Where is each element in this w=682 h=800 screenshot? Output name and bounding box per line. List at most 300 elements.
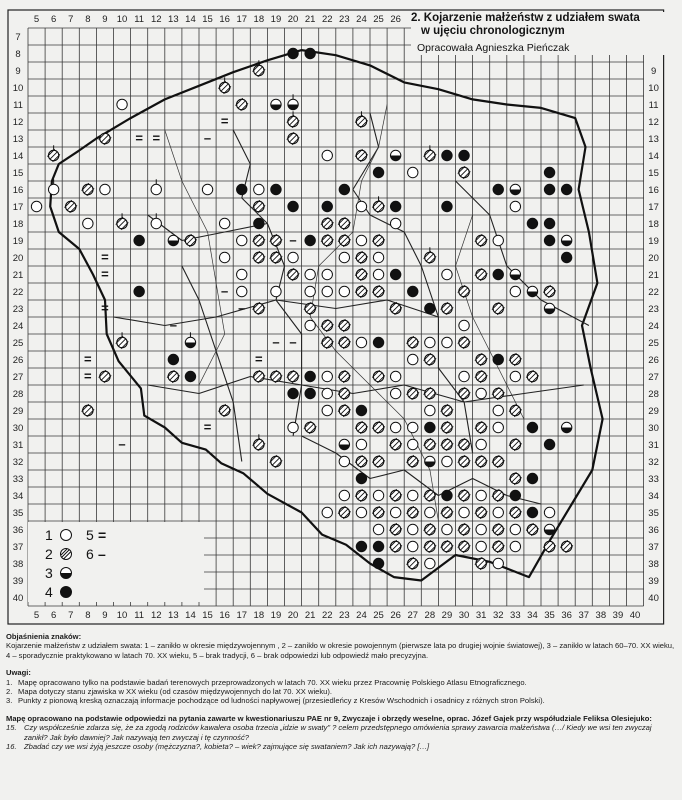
col-label-bottom: 38 <box>595 610 607 621</box>
row-label-right: 25 <box>648 338 659 349</box>
symbol-disappeared-postwar <box>458 489 471 502</box>
row-label-right: 26 <box>648 355 659 366</box>
symbol-sporadic-1970s <box>442 201 452 211</box>
symbol-sporadic-1970s <box>442 150 452 160</box>
symbol-disappeared-interwar <box>390 422 400 432</box>
symbol-disappeared-interwar <box>476 388 486 398</box>
symbol-no-answer <box>118 437 125 452</box>
col-label-top: 17 <box>236 14 248 25</box>
legend-label-3: 3 <box>45 565 53 581</box>
symbol-disappeared-postwar <box>253 234 266 247</box>
symbol-disappeared-interwar <box>373 269 383 279</box>
symbol-disappeared-interwar <box>425 405 435 415</box>
col-label-bottom: 26 <box>390 610 401 621</box>
symbol-disappeared-interwar <box>322 405 332 415</box>
symbol-disappeared-interwar <box>322 507 332 517</box>
symbol-no-tradition <box>221 114 229 129</box>
legend-explanation-heading: Objaśnienia znaków: <box>6 632 82 641</box>
col-label-top: 11 <box>134 14 145 25</box>
symbol-disappeared-interwar <box>322 269 332 279</box>
symbol-disappeared-postwar <box>372 285 385 298</box>
symbol-no-answer <box>272 335 279 350</box>
svg-text:=: = <box>152 130 161 146</box>
symbol-disappeared-interwar <box>83 218 93 228</box>
symbol-disappeared-postwar <box>458 387 471 400</box>
question-number: 16. <box>6 742 17 752</box>
symbol-disappeared-interwar <box>408 167 418 177</box>
symbol-sporadic-1970s <box>237 184 247 194</box>
svg-text:=: = <box>101 300 109 316</box>
symbol-no-tradition <box>84 352 92 367</box>
symbol-no-tradition <box>101 250 109 265</box>
symbol-disappeared-interwar <box>305 320 315 330</box>
symbol-disappeared-postwar <box>270 455 283 468</box>
col-label-bottom: 32 <box>492 610 504 621</box>
symbol-sporadic-1970s <box>527 422 537 432</box>
symbol-disappeared-interwar <box>390 371 400 381</box>
symbol-disappeared-postwar <box>458 455 471 468</box>
row-label-left: 31 <box>12 440 24 451</box>
symbol-disappeared-postwar <box>406 506 419 519</box>
symbol-disappeared-postwar <box>389 540 402 553</box>
row-label-right: 40 <box>648 593 659 604</box>
svg-text:=: = <box>135 130 143 146</box>
symbol-disappeared-postwar <box>338 319 351 332</box>
legend-label-2: 2 <box>45 546 53 562</box>
row-label-right: 24 <box>648 321 659 332</box>
symbol-disappeared-interwar <box>408 422 418 432</box>
symbol-disappeared-interwar <box>459 507 469 517</box>
row-label-left: 18 <box>12 219 24 230</box>
symbol-disappeared-postwar <box>82 404 95 417</box>
symbol-disappeared-1960s-70s <box>561 422 571 432</box>
symbol-disappeared-postwar <box>424 489 437 502</box>
symbol-disappeared-interwar <box>493 422 503 432</box>
symbol-disappeared-interwar <box>373 524 383 534</box>
symbol-disappeared-postwar <box>321 234 334 247</box>
symbol-sporadic-1970s <box>373 558 383 568</box>
symbol-disappeared-postwar <box>389 523 402 536</box>
symbol-disappeared-1960s-70s <box>339 439 349 449</box>
col-label-bottom: 18 <box>253 610 265 621</box>
symbol-disappeared-1960s-70s <box>561 235 571 245</box>
symbol-disappeared-postwar <box>458 540 471 553</box>
symbol-disappeared-postwar <box>372 421 385 434</box>
symbol-no-tradition <box>84 369 92 384</box>
svg-text:=: = <box>101 266 109 282</box>
symbol-disappeared-postwar <box>235 98 248 111</box>
symbol-disappeared-interwar <box>31 201 41 211</box>
symbol-disappeared-postwar <box>475 421 488 434</box>
symbol-disappeared-postwar <box>287 268 300 281</box>
symbol-disappeared-postwar <box>406 455 419 468</box>
symbol-disappeared-interwar <box>237 269 247 279</box>
symbol-sporadic-1970s <box>425 422 435 432</box>
remark-item <box>6 696 676 705</box>
symbol-disappeared-interwar <box>322 388 332 398</box>
col-label-bottom: 37 <box>578 610 590 621</box>
col-label-top: 22 <box>321 14 333 25</box>
row-label-left: 38 <box>12 559 24 570</box>
col-label-bottom: 39 <box>612 610 624 621</box>
symbol-sporadic-1970s <box>271 184 281 194</box>
row-label-left: 17 <box>12 202 24 213</box>
row-label-right: 18 <box>648 219 659 230</box>
map-author: Opracowała Agnieszka Pieńczak <box>417 42 570 54</box>
col-label-top: 16 <box>219 14 230 25</box>
legend <box>28 522 204 602</box>
row-label-right: 38 <box>648 559 659 570</box>
symbol-disappeared-interwar <box>373 252 383 262</box>
symbol-disappeared-interwar <box>305 269 315 279</box>
row-label-left: 40 <box>12 593 24 604</box>
symbol-disappeared-interwar <box>237 286 247 296</box>
symbol-disappeared-interwar <box>356 439 366 449</box>
symbol-disappeared-postwar <box>355 149 368 162</box>
svg-text:=: = <box>84 351 92 367</box>
symbol-disappeared-postwar <box>338 404 351 417</box>
symbol-disappeared-interwar <box>271 286 281 296</box>
remarks-heading: Uwagi: <box>6 668 31 678</box>
symbol-no-answer <box>221 284 228 299</box>
row-label-right: 35 <box>648 508 659 519</box>
row-label-left: 21 <box>12 270 24 281</box>
symbol-sporadic-1970s <box>356 473 366 483</box>
col-label-bottom: 27 <box>407 610 419 621</box>
symbol-disappeared-interwar <box>117 99 127 109</box>
row-label-right: 13 <box>648 134 659 145</box>
symbol-disappeared-postwar <box>424 523 437 536</box>
symbol-disappeared-postwar <box>355 285 368 298</box>
symbol-disappeared-1960s-70s <box>185 332 195 347</box>
symbol-disappeared-interwar <box>493 235 503 245</box>
row-label-right: 31 <box>648 440 659 451</box>
symbol-disappeared-postwar <box>270 251 283 264</box>
row-label-right: 39 <box>648 576 659 587</box>
symbol-disappeared-interwar <box>219 252 229 262</box>
symbol-disappeared-postwar <box>372 506 385 519</box>
row-label-left: 27 <box>12 372 24 383</box>
col-label-top: 25 <box>373 14 384 25</box>
symbol-disappeared-interwar <box>544 507 554 517</box>
symbol-disappeared-interwar <box>476 524 486 534</box>
legend-symbol-5: = <box>98 527 107 543</box>
symbol-disappeared-1960s-70s <box>527 286 537 296</box>
symbol-disappeared-interwar <box>339 286 349 296</box>
symbol-no-tradition <box>101 267 109 282</box>
symbol-disappeared-postwar <box>424 247 437 263</box>
symbol-disappeared-interwar <box>408 490 418 500</box>
symbol-disappeared-postwar <box>526 523 539 536</box>
svg-text:=: = <box>203 419 212 435</box>
symbol-sporadic-1970s <box>425 303 435 313</box>
symbol-disappeared-postwar <box>64 200 77 213</box>
symbol-no-tradition <box>204 420 212 435</box>
symbol-disappeared-postwar <box>372 196 385 213</box>
symbol-disappeared-postwar <box>338 336 351 349</box>
symbol-sporadic-1970s <box>561 184 571 194</box>
row-label-left: 39 <box>12 576 24 587</box>
symbol-disappeared-postwar <box>424 540 437 553</box>
symbol-disappeared-interwar <box>305 286 315 296</box>
symbol-disappeared-postwar <box>338 370 351 383</box>
symbol-disappeared-postwar <box>424 353 437 366</box>
symbol-disappeared-postwar <box>184 234 197 247</box>
symbol-disappeared-postwar <box>218 404 231 417</box>
symbol-disappeared-postwar <box>270 234 283 247</box>
symbol-disappeared-postwar <box>509 353 522 366</box>
symbol-disappeared-postwar <box>287 111 300 128</box>
symbol-disappeared-1960s-70s <box>510 269 520 279</box>
symbol-sporadic-1970s <box>134 286 144 296</box>
col-label-bottom: 16 <box>219 610 230 621</box>
symbol-disappeared-postwar <box>355 455 368 468</box>
col-label-bottom: 5 <box>33 610 40 621</box>
symbol-sporadic-1970s <box>356 541 366 551</box>
col-label-top: 18 <box>253 14 265 25</box>
symbol-sporadic-1970s <box>493 184 503 194</box>
row-label-left: 25 <box>12 338 24 349</box>
symbol-no-tradition <box>152 131 160 146</box>
row-label-right: 14 <box>648 151 659 162</box>
symbol-disappeared-postwar <box>475 370 488 383</box>
symbol-disappeared-postwar <box>543 285 556 298</box>
symbol-sporadic-1970s <box>390 269 400 279</box>
symbol-disappeared-interwar <box>356 337 366 347</box>
col-label-top: 7 <box>68 14 74 25</box>
symbol-disappeared-interwar <box>339 490 349 500</box>
col-label-bottom: 40 <box>629 610 641 621</box>
symbol-sporadic-1970s <box>185 371 195 381</box>
col-label-bottom: 11 <box>134 610 145 621</box>
row-label-left: 20 <box>12 253 24 264</box>
symbol-disappeared-interwar <box>408 354 418 364</box>
symbol-sporadic-1970s <box>544 439 554 449</box>
symbol-disappeared-postwar <box>424 145 437 162</box>
symbol-disappeared-interwar <box>425 558 435 568</box>
row-label-left: 24 <box>12 321 24 332</box>
col-label-bottom: 8 <box>85 610 91 621</box>
row-label-left: 29 <box>12 406 24 417</box>
row-label-left: 8 <box>15 49 21 60</box>
symbol-disappeared-interwar <box>425 507 435 517</box>
col-label-top: 14 <box>185 14 196 25</box>
svg-text:–: – <box>203 130 212 146</box>
row-label-left: 28 <box>12 389 24 400</box>
symbol-no-tradition <box>255 352 263 367</box>
row-label-left: 33 <box>12 474 24 485</box>
symbol-disappeared-postwar <box>389 489 402 502</box>
symbol-sporadic-1970s <box>442 490 452 500</box>
symbol-disappeared-postwar <box>441 302 454 315</box>
svg-text:–: – <box>272 334 280 350</box>
row-label-right: 27 <box>648 372 659 383</box>
symbol-disappeared-postwar <box>424 387 437 400</box>
row-label-left: 37 <box>12 542 24 553</box>
legend-symbol-4 <box>61 587 72 598</box>
svg-text:=: = <box>255 351 263 367</box>
symbol-disappeared-interwar <box>425 337 435 347</box>
col-label-bottom: 31 <box>475 610 487 621</box>
col-label-bottom: 14 <box>185 610 196 621</box>
symbol-disappeared-postwar <box>458 166 471 179</box>
symbol-sporadic-1970s <box>544 184 554 194</box>
map-subtitle: w ujęciu chronologicznym <box>421 25 565 37</box>
symbol-disappeared-1960s-70s <box>510 184 520 194</box>
symbol-disappeared-interwar <box>510 371 520 381</box>
symbol-no-answer <box>289 233 296 248</box>
symbol-disappeared-interwar <box>390 507 400 517</box>
row-label-left: 19 <box>12 236 24 247</box>
svg-text:–: – <box>118 436 126 452</box>
legend-label-1: 1 <box>45 527 53 543</box>
symbol-disappeared-postwar <box>424 438 437 451</box>
symbol-disappeared-postwar <box>509 472 522 485</box>
col-label-bottom: 33 <box>510 610 521 621</box>
row-label-right: 22 <box>648 287 659 298</box>
symbol-disappeared-postwar <box>389 438 402 451</box>
symbol-disappeared-postwar <box>338 217 351 230</box>
row-label-right: 12 <box>648 117 659 128</box>
symbol-disappeared-interwar <box>356 235 366 245</box>
symbol-disappeared-interwar <box>476 541 486 551</box>
symbol-disappeared-interwar <box>510 201 520 211</box>
question-number: 15. <box>6 723 17 733</box>
map-title: 2. Kojarzenie małżeństw z udziałem swata <box>411 12 640 24</box>
symbol-disappeared-postwar <box>441 421 454 434</box>
symbol-disappeared-interwar <box>408 541 418 551</box>
row-label-right: 29 <box>648 406 659 417</box>
symbol-disappeared-postwar <box>492 540 505 553</box>
svg-text:=: = <box>101 249 109 265</box>
col-label-top: 5 <box>33 14 40 25</box>
col-label-bottom: 30 <box>458 610 470 621</box>
symbol-sporadic-1970s <box>459 150 469 160</box>
question-text: Zbadać czy we wsi żyją jeszcze osoby (mężczyzna?, kobieta? – wiek? zajmujące się swataniem? Jak ich nazywają? […] <box>24 742 430 752</box>
symbol-disappeared-postwar <box>458 336 471 349</box>
symbol-disappeared-interwar <box>339 456 349 466</box>
symbol-disappeared-postwar <box>99 132 112 145</box>
symbol-disappeared-interwar <box>390 388 400 398</box>
symbol-disappeared-interwar <box>356 201 366 211</box>
col-label-bottom: 12 <box>150 610 162 621</box>
symbol-no-tradition <box>135 131 143 146</box>
symbol-no-answer <box>289 335 296 350</box>
svg-text:–: – <box>289 232 297 248</box>
svg-text:–: – <box>238 300 246 316</box>
row-label-right: 19 <box>648 236 659 247</box>
symbol-disappeared-postwar <box>372 370 385 383</box>
row-label-left: 23 <box>12 304 24 315</box>
legend-label-4: 4 <box>45 584 53 600</box>
symbol-disappeared-postwar <box>372 455 385 468</box>
symbol-disappeared-postwar <box>492 455 505 468</box>
symbol-sporadic-1970s <box>544 218 554 228</box>
symbol-no-answer <box>238 301 245 316</box>
symbol-disappeared-postwar <box>99 370 112 383</box>
col-label-bottom: 36 <box>561 610 572 621</box>
legend-symbols <box>28 522 204 602</box>
row-label-left: 12 <box>12 117 24 128</box>
symbol-disappeared-postwar <box>441 540 454 553</box>
symbol-disappeared-interwar <box>288 422 298 432</box>
symbol-disappeared-postwar <box>441 404 454 417</box>
row-label-right: 23 <box>648 304 659 315</box>
symbol-disappeared-interwar <box>48 179 58 194</box>
remark-item <box>6 687 676 696</box>
symbol-disappeared-postwar <box>458 438 471 451</box>
symbol-disappeared-postwar <box>304 421 317 434</box>
col-label-bottom: 35 <box>544 610 555 621</box>
symbol-disappeared-postwar <box>526 370 539 383</box>
symbol-sporadic-1970s <box>322 201 332 211</box>
symbol-sporadic-1970s <box>527 473 537 483</box>
symbol-disappeared-1960s-70s <box>288 94 298 109</box>
symbol-disappeared-postwar <box>82 183 95 196</box>
symbol-disappeared-interwar <box>408 439 418 449</box>
symbol-no-answer <box>204 131 211 146</box>
symbol-disappeared-postwar <box>321 336 334 349</box>
row-label-left: 10 <box>12 83 24 94</box>
symbol-disappeared-postwar <box>116 332 129 349</box>
symbol-sporadic-1970s <box>305 48 315 58</box>
row-label-left: 26 <box>12 355 24 366</box>
symbol-sporadic-1970s <box>288 388 298 398</box>
svg-text:=: = <box>84 368 92 384</box>
row-label-right: 20 <box>648 253 659 264</box>
col-label-bottom: 25 <box>373 610 384 621</box>
symbol-disappeared-postwar <box>475 455 488 468</box>
col-label-top: 13 <box>168 14 179 25</box>
symbol-disappeared-interwar <box>339 252 349 262</box>
svg-text:–: – <box>289 334 297 350</box>
remark-text: Mapę opracowano tylko na podstawie badań terenowych przeprowadzonych w latach 70. XX wieku przez Pracownię Polskiego Atlasu Etnograficznego. <box>18 677 527 687</box>
symbol-disappeared-postwar <box>509 506 522 519</box>
col-label-bottom: 29 <box>441 610 453 621</box>
symbol-disappeared-interwar <box>493 507 503 517</box>
map-notes <box>6 632 676 751</box>
symbol-sporadic-1970s <box>544 235 554 245</box>
symbol-disappeared-postwar <box>270 370 283 383</box>
symbol-disappeared-postwar <box>253 251 266 264</box>
symbol-sporadic-1970s <box>527 218 537 228</box>
question-item <box>6 742 676 751</box>
symbol-disappeared-postwar <box>441 438 454 451</box>
symbol-disappeared-interwar <box>510 286 520 296</box>
col-label-top: 24 <box>356 14 367 25</box>
region-boundary <box>114 300 439 326</box>
row-label-right: 9 <box>650 66 657 77</box>
region-boundary <box>148 215 268 241</box>
symbol-disappeared-postwar <box>509 438 522 451</box>
row-label-right: 21 <box>648 270 659 281</box>
col-label-top: 6 <box>51 14 57 25</box>
col-label-bottom: 23 <box>339 610 350 621</box>
symbol-disappeared-interwar <box>510 524 520 534</box>
map-title-block <box>411 12 671 55</box>
col-label-top: 23 <box>339 14 350 25</box>
symbol-disappeared-postwar <box>560 540 573 553</box>
source-text: Mapę opracowano na podstawie odpowiedzi na pytania zawarte w kwestionariuszu PAE nr 9, Zwyczaje i obrzędy weselne, oprac. Józef Gajek przy współudziale Feliksa Olesiejuko: <box>6 713 652 723</box>
row-label-left: 14 <box>12 151 24 162</box>
symbol-disappeared-postwar <box>475 268 488 281</box>
symbol-disappeared-interwar <box>373 490 383 500</box>
symbol-disappeared-postwar <box>355 268 368 281</box>
symbol-disappeared-interwar <box>100 184 110 194</box>
row-label-left: 7 <box>15 32 21 43</box>
symbol-disappeared-1960s-70s <box>390 150 400 160</box>
symbol-disappeared-postwar <box>509 404 522 417</box>
